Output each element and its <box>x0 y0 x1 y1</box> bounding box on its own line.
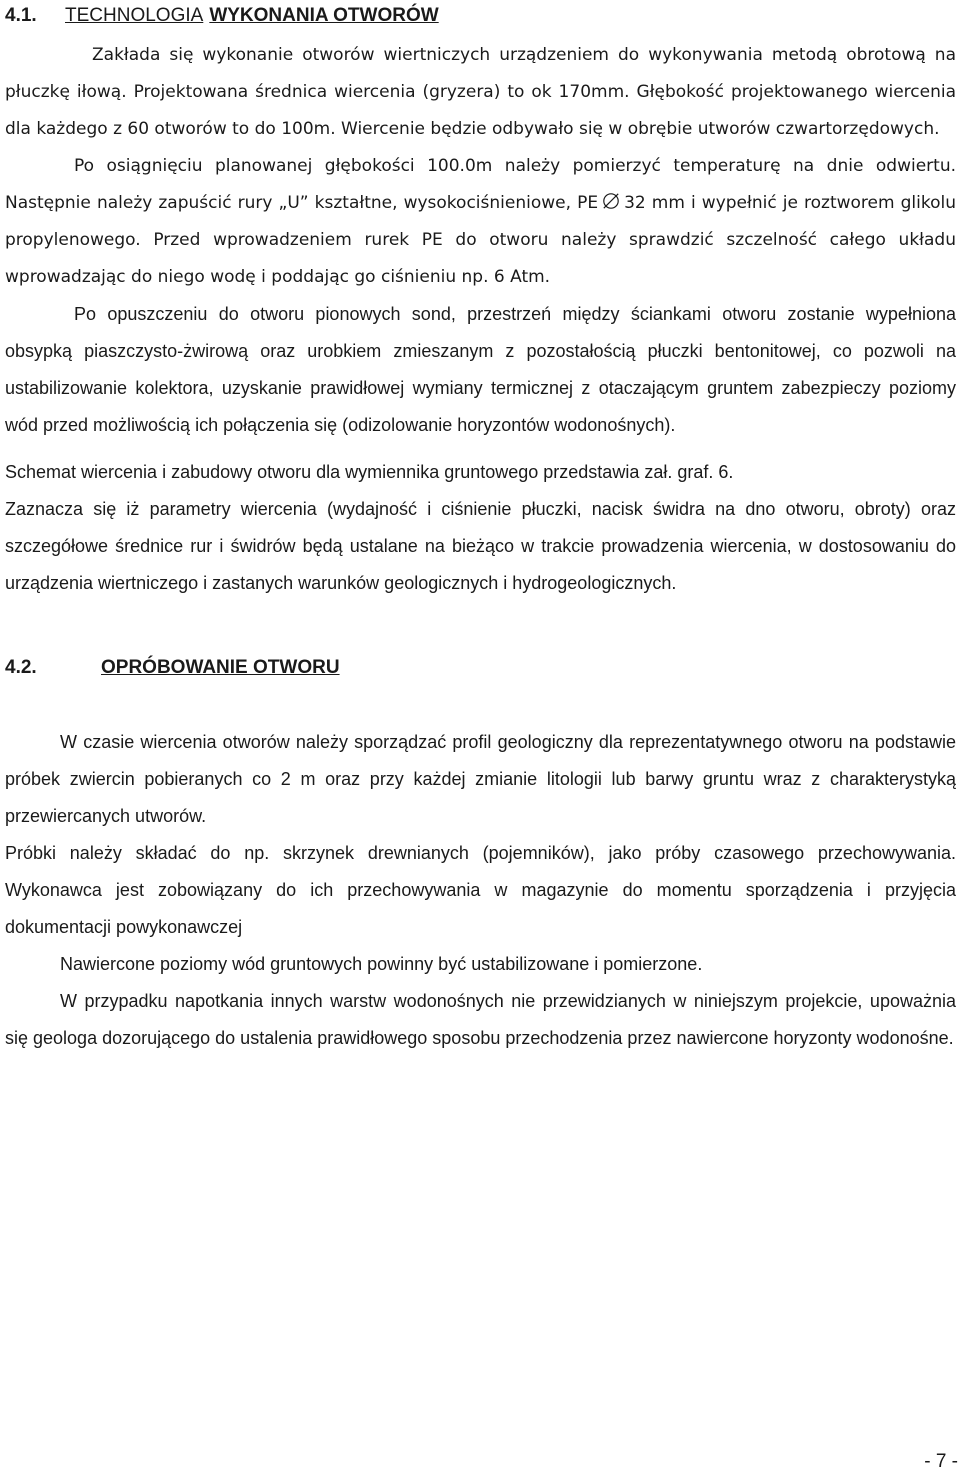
paragraph-temperature-measurement <box>5 148 956 296</box>
paragraph-groundwater-levels: Nawiercone poziomy wód gruntowych powinny być ustabilizowane i pomierzone. <box>60 954 703 974</box>
paragraph-text-after-symbol: 32 mm i wypełnić je roztworem glikolu propylenowego. Przed wprowadzeniem rurek PE do otworu należy sprawdzić szczelność całego układu wprowadzając do niego wodę i poddając go ciśnieniu np. 6 Atm. <box>5 193 957 287</box>
section-heading-4-2 <box>5 654 956 682</box>
paragraph-drilling-method: Zakłada się wykonanie otworów wiertniczych urządzeniem do wykonywania metodą obrotową na płuczkę iłową. Projektowana średnica wiercenia (gryzera) to ok 170mm. Głębokość projektowanego wiercenia dla każdego z 60 otworów to do 100m. Wiercenie będzie odbywało się w obrębie utworów czwartorzędowych. <box>5 45 956 139</box>
section-number: 4.2. <box>5 657 37 678</box>
paragraph-drilling-parameters: Zaznacza się iż parametry wiercenia (wydajność i ciśnienie płuczki, nacisk świdra na dno otworu, obroty) oraz szczegółowe średnice rur i świdrów będą ustalane na bieżąco w trakcie prowadzenia wiercenia, w dostosowaniu do urządzenia wiertniczego i zastanych warunków geologicznych i hydrogeologicznych. <box>5 499 956 593</box>
page-number: - 7 - <box>924 1451 958 1472</box>
paragraph-backfill: Po opuszczeniu do otworu pionowych sond, przestrzeń między ściankami otworu zostanie wypełniona obsypką piaszczysto-żwirową oraz urobkiem zmieszanym z pozostałością płuczki bentonitowej, co pozwoli na ustabilizowanie kolektora, uzyskanie prawidłowej wymiany termicznej z otaczającym gruntem zabezpieczy poziomy wód przed możliwością ich połączenia się (odizolowanie horyzontów wodonośnych). <box>5 304 956 435</box>
paragraph-geological-profile: W czasie wiercenia otworów należy sporządzać profil geologiczny dla reprezentatywnego otworu na podstawie próbek zwiercin pobieranych co 2 m oraz przy każdej zmianie litologii lub barwy gruntu wraz z charakterystyką przewiercanych utworów. <box>5 732 956 826</box>
section-title: OPRÓBOWANIE OTWORU <box>101 657 340 678</box>
paragraph-samples-storage: Próbki należy składać do np. skrzynek drewnianych (pojemników), jako próby czasowego przechowywania. Wykonawca jest zobowiązany do ich przechowywania w magazynie do momentu sporządzenia i przyjęcia dokumentacji powykonawczej <box>5 843 956 937</box>
section-heading-4-1 <box>5 0 956 30</box>
paragraph-drilling-scheme: Schemat wiercenia i zabudowy otworu dla wymiennika gruntowego przedstawia zał. graf. 6. <box>5 462 734 482</box>
section-title-part2: WYKONANIA OTWORÓW <box>209 5 439 26</box>
diameter-icon <box>602 192 620 210</box>
paragraph-unforeseen-aquifers: W przypadku napotkania innych warstw wodonośnych nie przewidzianych w niniejszym projekcie, upoważnia się geologa dozorującego do ustalenia prawidłowego sposobu przechodzenia przez nawiercone horyzonty wodonośne. <box>5 991 956 1048</box>
paragraph-text-before-symbol: Po osiągnięciu planowanej głębokości 100.0m należy pomierzyć temperaturę na dnie odwiertu. Następnie należy zapuścić rury „U” kształtne, wysokociśnieniowe, PE <box>5 156 956 213</box>
section-number: 4.1. <box>5 5 37 26</box>
section-title-part1: TECHNOLOGIA <box>65 5 204 26</box>
